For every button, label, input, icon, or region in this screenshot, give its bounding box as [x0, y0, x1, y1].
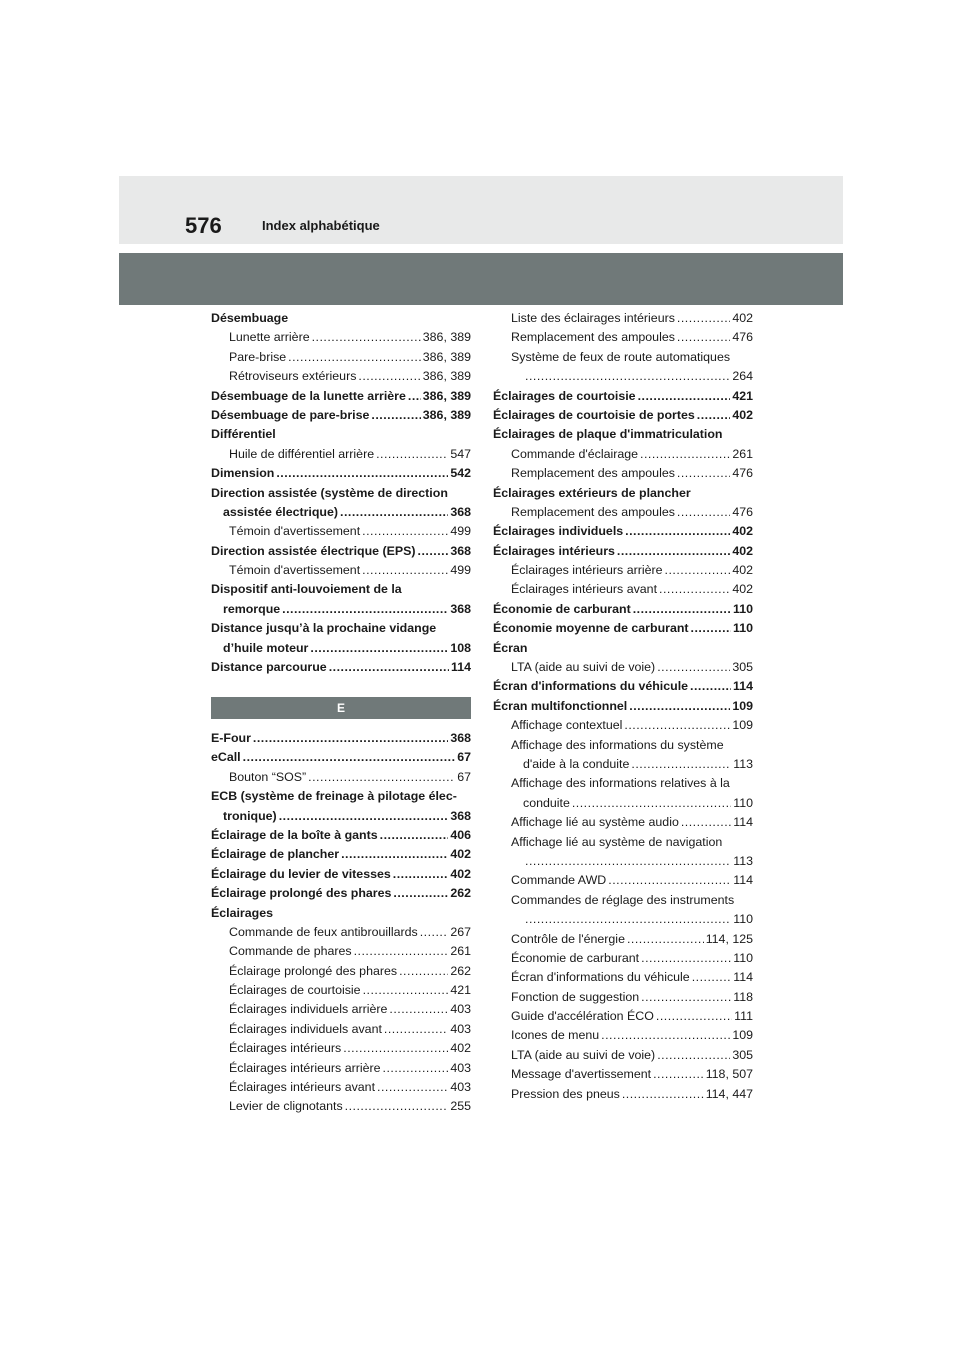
index-entry	[493, 445, 753, 464]
dot-leader	[624, 716, 730, 735]
index-entry	[211, 884, 471, 903]
index-entry-pages: 109	[732, 718, 753, 733]
index-entry-term: Témoin d'avertissement	[229, 524, 361, 539]
index-entry-term: Commande d'éclairage	[511, 446, 639, 461]
index-entry-pages: 114, 125	[705, 931, 753, 946]
dot-leader	[279, 807, 449, 826]
index-entry	[493, 542, 753, 561]
index-entry	[493, 755, 753, 774]
index-entry-term: Liste des éclairages intérieurs	[511, 311, 675, 325]
index-entry-term: Éclairage prolongé des phares	[229, 963, 398, 978]
index-entry-pages: 114	[451, 660, 471, 675]
index-entry-pages: 109	[732, 1028, 753, 1043]
index-entry	[211, 1059, 471, 1078]
index-entry-term: Commande AWD	[511, 873, 607, 888]
index-entry-term: Pare-brise	[229, 349, 287, 364]
index-entry-term: Fonction de suggestion	[511, 989, 640, 1004]
index-entry-pages: 267	[450, 924, 471, 939]
index-entry	[493, 1026, 753, 1045]
index-entry-term: Éclairages intérieurs avant	[511, 582, 658, 597]
index-entry-term: Éclairages intérieurs	[229, 1041, 342, 1056]
index-entry	[211, 639, 471, 658]
dot-leader	[691, 619, 731, 638]
index-entry	[493, 852, 753, 871]
dot-leader	[625, 522, 730, 541]
dot-leader	[677, 309, 730, 328]
index-entry-term: Éclairages de courtoisie	[229, 983, 361, 998]
index-entry	[493, 697, 753, 716]
index-entry-term: Remplacement des ampoules	[511, 504, 675, 519]
index-entry-pages: 476	[732, 504, 753, 519]
index-entry-pages: 113	[733, 853, 753, 868]
index-entry	[493, 910, 753, 929]
index-entry	[493, 930, 753, 949]
index-entry-pages: 118, 507	[705, 1067, 753, 1082]
index-entry-pages: 499	[450, 524, 471, 539]
dot-leader	[690, 677, 731, 696]
index-entry-pages: 368	[450, 731, 471, 745]
index-entry-term: Affichage contextuel	[511, 718, 623, 733]
letter-heading: E	[211, 697, 471, 719]
dot-leader	[253, 729, 448, 748]
index-entry-pages: 542	[450, 466, 471, 481]
dot-leader	[420, 923, 449, 942]
index-entry-term: Éclairages individuels arrière	[229, 1002, 388, 1017]
index-entry-pages: 261	[450, 944, 471, 959]
dot-leader	[657, 658, 730, 677]
index-entry	[211, 387, 471, 406]
index-entry-pages: 403	[450, 1002, 471, 1017]
index-entry-pages: 110	[733, 912, 753, 927]
dot-leader	[659, 580, 730, 599]
index-entry	[493, 677, 753, 696]
dot-leader	[697, 406, 731, 425]
index-entry	[493, 619, 753, 638]
index-entry-term: Éclairage de la boîte à gants	[211, 827, 378, 842]
index-entry-pages: 476	[732, 330, 753, 345]
index-entry-pages: 114, 447	[705, 1086, 753, 1101]
dot-leader	[641, 949, 731, 968]
dot-leader	[310, 639, 448, 658]
index-entry-pages: 110	[733, 601, 753, 616]
index-entry: Écran	[493, 640, 528, 655]
index-entry	[211, 328, 471, 347]
index-entry-pages: 67	[457, 769, 471, 784]
dot-leader	[657, 1046, 730, 1065]
index-entry: ECB (système de freinage à pilotage élec-	[211, 789, 457, 804]
index-entry-pages: 255	[450, 1099, 471, 1114]
dot-leader	[638, 387, 731, 406]
dot-leader	[641, 988, 731, 1007]
index-entry-term: d'aide à la conduite	[523, 756, 630, 771]
dot-leader	[288, 348, 421, 367]
dot-leader	[363, 981, 449, 1000]
index-entry	[211, 826, 471, 845]
index-entry	[211, 845, 471, 864]
index-entry	[211, 1078, 471, 1097]
dot-leader	[633, 600, 731, 619]
index-entry	[211, 942, 471, 961]
index-entry	[493, 813, 753, 832]
index-entry-pages: 547	[450, 446, 471, 461]
index-entry	[211, 748, 471, 767]
index-entry-pages: 109	[732, 698, 753, 713]
dot-leader	[343, 1039, 448, 1058]
index-entry	[211, 729, 471, 748]
index-entry-pages: 262	[450, 963, 471, 978]
dot-leader	[393, 884, 448, 903]
index-entry	[493, 580, 753, 599]
index-entry-term: Guide d'accélération ÉCO	[511, 1009, 654, 1024]
index-entry-pages: 368	[450, 601, 471, 616]
index-entry	[211, 962, 471, 981]
index-entry: Direction assistée (système de direction	[211, 485, 448, 500]
index-entry: Affichage des informations relatives à la	[511, 776, 730, 791]
index-column-left-top	[211, 309, 471, 677]
index-entry	[493, 328, 753, 347]
index-entry	[493, 522, 753, 541]
index-entry	[493, 387, 753, 406]
index-entry-term: Économie de carburant	[493, 601, 631, 616]
index-entry-term: Lunette arrière	[229, 330, 310, 345]
index-entry-term: Rétroviseurs extérieurs	[229, 369, 357, 384]
index-entry-term: Éclairages intérieurs	[493, 543, 615, 558]
index-entry-pages: 110	[733, 621, 753, 636]
index-entry	[211, 406, 471, 425]
index-entry-term: Désembuage de pare-brise	[211, 407, 370, 422]
index-entry-term: Message d'avertissement	[511, 1067, 652, 1082]
index-entry-pages: 264	[732, 369, 753, 384]
index-entry-term: Remplacement des ampoules	[511, 330, 675, 345]
dot-leader	[399, 962, 448, 981]
index-entry-term: Commande de feux antibrouillards	[229, 924, 418, 939]
index-entry	[211, 1020, 471, 1039]
dot-leader	[354, 942, 449, 961]
index-entry	[211, 1039, 471, 1058]
index-entry-pages: 499	[450, 563, 471, 578]
dot-leader	[622, 1085, 704, 1104]
index-entry-pages: 111	[734, 1009, 753, 1024]
dot-leader	[640, 445, 730, 464]
index-entry: Affichage des informations du système	[511, 737, 724, 752]
dot-leader	[408, 387, 421, 406]
index-entry-pages: 108	[450, 640, 471, 655]
index-entry	[211, 600, 471, 619]
dot-leader	[677, 503, 730, 522]
dot-leader	[389, 1000, 448, 1019]
index-entry-pages: 386, 389	[422, 407, 471, 422]
dot-leader	[329, 658, 449, 677]
header-band-light	[119, 176, 843, 244]
index-entry-term: Éclairages intérieurs avant	[229, 1080, 376, 1095]
index-entry-pages: 368	[450, 504, 471, 519]
dot-leader	[243, 748, 456, 767]
index-entry-pages: 118	[733, 989, 753, 1004]
index-entry	[493, 309, 753, 328]
index-entry-term: Éclairages individuels avant	[229, 1021, 382, 1036]
index-entry-term: Écran multifonctionnel	[493, 698, 628, 713]
index-entry	[493, 1065, 753, 1084]
dot-leader	[572, 794, 731, 813]
dot-leader	[341, 845, 448, 864]
index-entry-pages: 114	[733, 970, 753, 985]
dot-leader	[383, 1059, 449, 1078]
index-entry: Affichage lié au système de navigation	[511, 834, 723, 849]
index-entry-pages: 402	[450, 866, 471, 881]
dot-leader	[393, 865, 449, 884]
index-entry	[211, 1097, 471, 1116]
index-entry-pages: 403	[450, 1060, 471, 1075]
dot-leader	[627, 930, 704, 949]
index-entry	[493, 716, 753, 735]
index-entry	[211, 807, 471, 826]
index-entry-term: Éclairage de plancher	[211, 847, 340, 862]
index-entry	[211, 542, 471, 561]
index-entry-term: Bouton “SOS”	[229, 769, 307, 784]
index-entry	[493, 406, 753, 425]
index-entry-term: Pression des pneus	[511, 1086, 620, 1101]
dot-leader	[380, 826, 449, 845]
index-entry-pages: 421	[450, 983, 471, 998]
index-entry-term: Témoin d'avertissement	[229, 563, 361, 578]
dot-leader	[525, 367, 730, 386]
index-entry	[211, 658, 471, 677]
index-entry-pages: 386, 389	[422, 349, 471, 364]
index-entry-term: Dimension	[211, 466, 275, 481]
dot-leader	[376, 445, 448, 464]
dot-leader	[362, 522, 448, 541]
index-entry-term: Direction assistée électrique (EPS)	[211, 543, 416, 558]
index-entry: Éclairages extérieurs de plancher	[493, 485, 691, 500]
dot-leader	[362, 561, 448, 580]
index-entry	[211, 865, 471, 884]
index-entry-term: Levier de clignotants	[229, 1099, 343, 1114]
index-entry	[211, 1000, 471, 1019]
dot-leader	[656, 1007, 732, 1026]
index-entry-pages: 402	[732, 311, 753, 325]
index-entry-term: LTA (aide au suivi de voie)	[511, 1047, 656, 1062]
index-entry-term: Commande de phares	[229, 944, 352, 959]
index-entry-pages: 386, 389	[422, 330, 471, 345]
index-entry-term: Éclairages de courtoisie de portes	[493, 407, 695, 422]
index-entry	[493, 503, 753, 522]
index-entry-pages: 402	[732, 543, 753, 558]
index-entry-pages: 368	[450, 808, 471, 823]
index-entry	[493, 658, 753, 677]
index-entry-pages: 368	[450, 543, 471, 558]
index-entry-pages: 386, 389	[422, 388, 471, 403]
index-entry-term: assistée électrique)	[223, 504, 339, 519]
section-title: Index alphabétique	[262, 218, 380, 233]
dot-leader	[629, 697, 730, 716]
index-entry-pages: 402	[732, 582, 753, 597]
index-entry-pages: 305	[732, 1047, 753, 1062]
index-entry	[493, 988, 753, 1007]
index-entry-term: conduite	[523, 795, 570, 810]
index-entry-pages: 403	[450, 1080, 471, 1095]
index-entry	[211, 923, 471, 942]
dot-leader	[384, 1020, 448, 1039]
index-entry	[493, 464, 753, 483]
dot-leader	[681, 813, 731, 832]
index-entry-term: LTA (aide au suivi de voie)	[511, 660, 656, 675]
index-entry-pages: 402	[732, 524, 753, 539]
index-entry	[211, 981, 471, 1000]
index-entry-term: Éclairages de courtoisie	[493, 388, 636, 403]
dot-leader	[692, 968, 732, 987]
index-entry-term: eCall	[211, 750, 241, 765]
index-entry-term: Contrôle de l'énergie	[511, 931, 625, 946]
dot-leader	[653, 1065, 704, 1084]
index-entry-term: Éclairages individuels	[493, 524, 624, 539]
index-entry-term: Icones de menu	[511, 1028, 600, 1043]
index-entry-pages: 402	[732, 407, 753, 422]
index-entry-pages: 305	[732, 660, 753, 675]
index-entry-term: Économie moyenne de carburant	[493, 621, 689, 636]
dot-leader	[677, 328, 730, 347]
index-entry-pages: 110	[733, 795, 753, 810]
index-entry-term: Remplacement des ampoules	[511, 466, 675, 481]
index-column-right	[493, 309, 753, 1104]
dot-leader	[358, 367, 420, 386]
index-entry	[211, 445, 471, 464]
dot-leader	[525, 910, 731, 929]
index-entry-term: Huile de différentiel arrière	[229, 446, 375, 461]
index-entry-pages: 114	[733, 873, 753, 888]
index-entry	[493, 968, 753, 987]
index-entry: Différentiel	[211, 427, 276, 442]
index-entry-term: Éclairage du levier de vitesses	[211, 866, 391, 881]
dot-leader	[345, 1097, 449, 1116]
index-entry	[211, 367, 471, 386]
index-entry-pages: 403	[450, 1021, 471, 1036]
index-entry	[493, 600, 753, 619]
dot-leader	[601, 1026, 730, 1045]
index-entry	[493, 949, 753, 968]
index-entry	[493, 1046, 753, 1065]
index-entry-pages: 402	[450, 847, 471, 862]
index-entry-pages: 262	[450, 886, 471, 901]
index-entry-pages: 386, 389	[422, 369, 471, 384]
index-entry-term: Économie de carburant	[511, 950, 640, 965]
index-entry-pages: 476	[732, 466, 753, 481]
index-entry-term: Éclairages intérieurs arrière	[511, 563, 663, 578]
index-entry: Commandes de réglage des instruments	[511, 892, 735, 907]
index-entry	[493, 871, 753, 890]
dot-leader	[340, 503, 448, 522]
index-entry-pages: 114	[733, 679, 753, 694]
dot-leader	[631, 755, 731, 774]
index-entry: Système de feux de route automatiques	[511, 349, 731, 364]
index-entry-pages: 402	[450, 1041, 471, 1056]
index-entry	[211, 348, 471, 367]
index-entry-pages: 402	[732, 563, 753, 578]
index-entry: Désembuage	[211, 311, 289, 325]
index-entry-pages: 67	[457, 750, 471, 765]
index-entry-term: Désembuage de la lunette arrière	[211, 388, 406, 403]
dot-leader	[377, 1078, 448, 1097]
index-entry-pages: 261	[732, 446, 753, 461]
dot-leader	[677, 464, 730, 483]
dot-leader	[617, 542, 730, 561]
index-entry	[211, 561, 471, 580]
index-entry: Distance jusqu’à la prochaine vidange	[211, 621, 437, 636]
dot-leader	[282, 600, 448, 619]
index-entry-pages: 113	[733, 756, 753, 771]
index-entry-term: tronique)	[223, 808, 277, 823]
index-entry-term: Éclairage prolongé des phares	[211, 886, 392, 901]
index-entry	[493, 1007, 753, 1026]
index-entry-term: Éclairages intérieurs arrière	[229, 1060, 381, 1075]
index-entry-term: Écran d'informations du véhicule	[493, 679, 689, 694]
index-entry	[493, 367, 753, 386]
index-entry-pages: 110	[733, 950, 753, 965]
index-entry	[211, 503, 471, 522]
index-entry: Éclairages	[211, 905, 273, 920]
index-entry	[493, 794, 753, 813]
dot-leader	[308, 768, 455, 787]
dot-leader	[525, 852, 731, 871]
index-entry-term: E-Four	[211, 731, 251, 745]
index-entry-pages: 421	[732, 388, 753, 403]
index-entry	[493, 561, 753, 580]
dot-leader	[312, 328, 421, 347]
index-entry-term: d’huile moteur	[223, 640, 309, 655]
index-entry	[211, 768, 471, 787]
index-entry	[211, 522, 471, 541]
index-entry-term: Affichage lié au système audio	[511, 815, 679, 830]
index-entry-term: remorque	[223, 601, 281, 616]
header-band-dark	[119, 253, 843, 305]
index-entry: Dispositif anti-louvoiement de la	[211, 582, 402, 597]
index-entry-term: Écran d'informations du véhicule	[511, 970, 690, 985]
index-entry-pages: 114	[733, 815, 753, 830]
dot-leader	[276, 464, 448, 483]
index-entry	[211, 464, 471, 483]
dot-leader	[418, 542, 449, 561]
index-entry-term: Distance parcourue	[211, 660, 327, 675]
index-entry	[493, 1085, 753, 1104]
dot-leader	[608, 871, 731, 890]
page-number: 576	[185, 213, 222, 238]
index-entry-pages: 406	[450, 827, 471, 842]
index-entry: Éclairages de plaque d'immatriculation	[493, 427, 723, 442]
dot-leader	[371, 406, 420, 425]
index-column-left-bottom	[211, 729, 471, 1117]
dot-leader	[665, 561, 731, 580]
